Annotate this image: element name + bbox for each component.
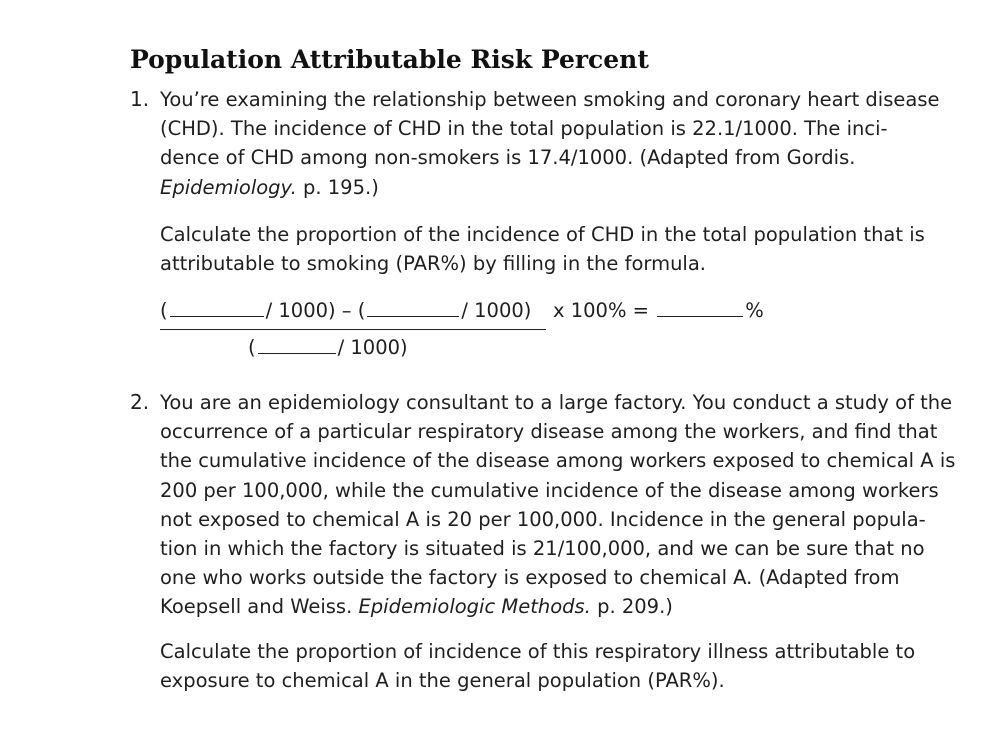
blank-total-incidence[interactable] [170, 298, 264, 317]
instruction-line: Calculate the proportion of the incidence of CHD in the total population that is [160, 223, 925, 246]
question-2-line-citation [160, 592, 950, 621]
formula-per-1000-minus: / 1000) – ( [265, 299, 366, 322]
question-2-number: 2. [130, 390, 150, 414]
question-1-instruction [160, 220, 950, 278]
denominator-open-paren: ( [248, 336, 256, 359]
blank-denominator-incidence[interactable] [258, 335, 336, 354]
formula-result [553, 298, 764, 324]
question-2-line: occurrence of a particular respiratory disease among the workers, and find that [160, 420, 938, 444]
question-1-line-citation [160, 173, 950, 202]
question-2-line: 200 per 100,000, while the cumulative incidence of the disease among workers [160, 478, 939, 502]
question-1-line: dence of CHD among non-smokers is 17.4/1000. (Adapted from Gordis. [160, 146, 856, 170]
instruction-line: attributable to smoking (PAR%) by filling in the formula. [160, 252, 706, 276]
citation-authors: Koepsell and Weiss. [160, 595, 353, 619]
question-2-line: the cumulative incidence of the disease among workers exposed to chemical A is [160, 449, 956, 473]
formula-numerator [160, 298, 531, 324]
question-1-number: 1. [130, 87, 150, 111]
question-2-line: tion in which the factory is situated is 21/100,000, and we can be sure that no [160, 537, 925, 561]
instruction-line: exposure to chemical A in the general population (PAR%). [160, 669, 725, 693]
question-1-line: You’re examining the relationship between smoking and coronary heart disease [160, 88, 940, 111]
citation-page: p. 209.) [597, 595, 673, 619]
formula-open-paren: ( [160, 299, 168, 322]
question-1-text [160, 85, 950, 202]
formula-percent-sign: % [745, 299, 764, 322]
blank-par-percent[interactable] [657, 298, 743, 317]
formula-times-100: x 100% = [553, 299, 650, 322]
formula-per-1000-close: / 1000) [461, 299, 532, 322]
question-1-line: (CHD). The incidence of CHD in the total population is 22.1/1000. The inci- [160, 117, 888, 141]
question-2-text [160, 388, 956, 622]
blank-nonsmoker-incidence[interactable] [367, 298, 459, 317]
question-2-line: not exposed to chemical A is 20 per 100,000. Incidence in the general popula- [160, 507, 926, 531]
question-2-line: You are an epidemiology consultant to a large factory. You conduct a study of the [160, 391, 953, 414]
question-2-line: one who works outside the factory is exposed to chemical A. (Adapted from [160, 566, 900, 590]
fraction-bar [160, 329, 546, 330]
citation-title: Epidemiology. [160, 175, 297, 199]
formula-denominator [248, 335, 408, 361]
question-2-instruction [160, 637, 950, 695]
instruction-line: Calculate the proportion of incidence of this respiratory illness attributable to [160, 640, 916, 663]
citation-page: p. 195.) [303, 175, 379, 199]
denominator-per-1000: / 1000) [337, 336, 408, 359]
citation-title: Epidemiologic Methods. [358, 595, 591, 619]
page-title: Population Attributable Risk Percent [130, 45, 649, 74]
